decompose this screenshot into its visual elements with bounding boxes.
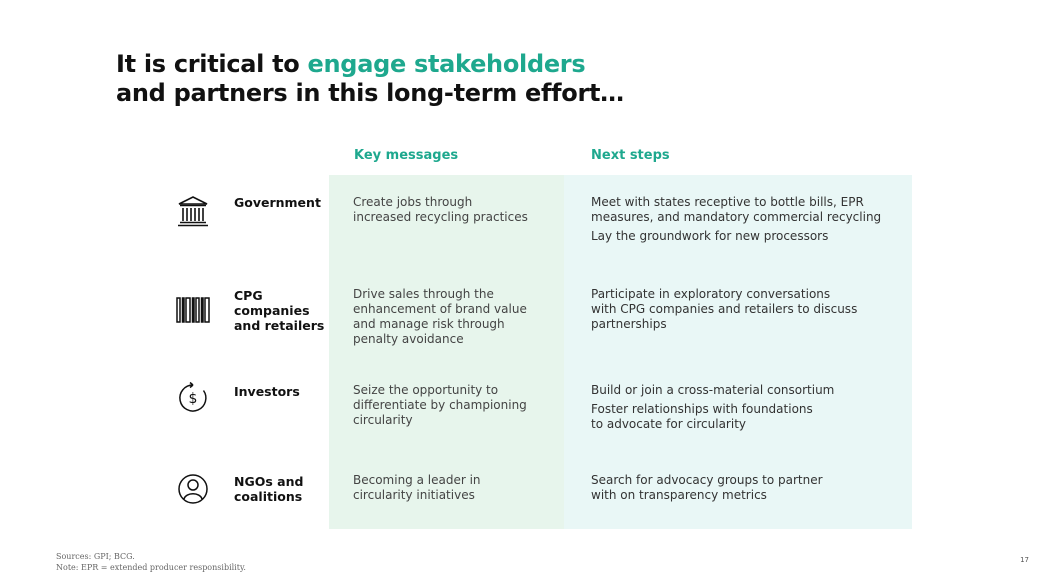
next-steps-header: Next steps [591,148,670,163]
stakeholder-investors: Investors [234,384,300,399]
message-investors: Seize the opportunity to differentiate by championing circularity [353,383,527,427]
government-building-icon [176,194,210,228]
step-cpg-1: Participate in exploratory conversations with CPG companies and retailers to discuss partnerships [591,287,858,331]
barcode-icon [176,293,210,327]
footer-note: Note: EPR = extended producer responsibility. [56,563,246,572]
message-cpg: Drive sales through the enhancement of brand value and manage risk through penalty avoidance [353,287,527,346]
page-number: 17 [1020,556,1029,564]
step-investors-2: Foster relationships with foundations to advocate for circularity [591,402,813,431]
title-part1: It is critical to [116,50,308,78]
footer-sources: Sources: GPI; BCG. [56,552,135,561]
page-title [116,50,624,108]
step-government-1: Meet with states receptive to bottle bills, EPR measures, and mandatory commercial recycling [591,195,882,224]
title-line2: and partners in this long-term effort… [116,79,624,107]
message-ngos: Becoming a leader in circularity initiatives [353,473,481,502]
message-government: Create jobs through increased recycling practices [353,195,528,224]
stakeholder-government: Government [234,195,321,210]
stakeholder-cpg: CPG companies and retailers [234,288,325,333]
step-government-2: Lay the groundwork for new processors [591,229,829,243]
person-circle-icon [176,472,210,506]
key-messages-header: Key messages [354,148,459,163]
title-accent: engage stakeholders [307,50,586,78]
svg-text:$: $ [188,391,198,407]
step-investors-1: Build or join a cross-material consortium [591,383,835,397]
footer-notes [56,551,246,573]
dollar-cycle-icon [176,381,210,415]
step-ngos-1: Search for advocacy groups to partner with on transparency metrics [591,473,823,502]
stakeholder-ngos: NGOs and coalitions [234,474,304,504]
